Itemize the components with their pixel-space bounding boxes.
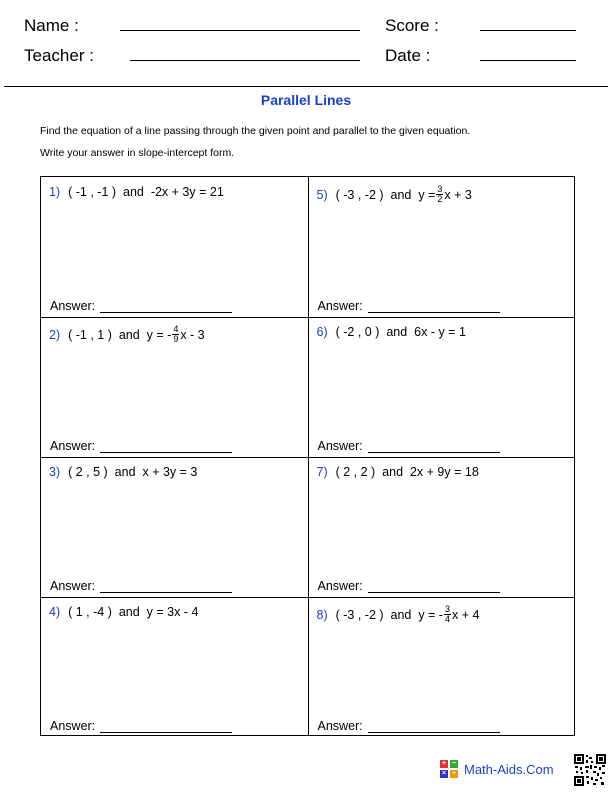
date-field[interactable] bbox=[480, 60, 576, 61]
problem-point: ( -1 , 1 ) bbox=[68, 327, 119, 342]
instructions-line-2: Write your answer in slope-intercept form. bbox=[40, 147, 235, 159]
problem-statement bbox=[49, 185, 224, 199]
answer-row bbox=[318, 579, 500, 593]
problem-equation: x + 3y = 3 bbox=[142, 465, 198, 479]
problem-connector: and bbox=[123, 185, 151, 199]
footer-brand[interactable] bbox=[440, 760, 554, 778]
problem-equation: y = bbox=[418, 187, 436, 202]
problem-cell bbox=[41, 177, 309, 317]
answer-row bbox=[318, 299, 500, 313]
problem-cell bbox=[41, 457, 309, 597]
problem-connector: and bbox=[118, 605, 147, 619]
problem-number: 2) bbox=[49, 327, 61, 342]
answer-label: Answer: bbox=[50, 439, 96, 453]
problem-cell bbox=[309, 317, 577, 457]
qr-code-icon bbox=[574, 754, 606, 786]
problem-statement bbox=[49, 465, 197, 479]
problem-point: ( 2 , 2 ) bbox=[335, 465, 383, 479]
answer-field[interactable] bbox=[368, 720, 500, 733]
name-label: Name : bbox=[24, 16, 79, 35]
calculator-logo-icon: + − × ÷ bbox=[441, 760, 457, 777]
fraction-numerator: 3 bbox=[444, 604, 450, 614]
problem-cell bbox=[309, 457, 577, 597]
answer-field[interactable] bbox=[100, 300, 232, 313]
equation-fraction bbox=[444, 605, 451, 624]
problem-equation: y = - bbox=[418, 607, 443, 622]
problem-cell bbox=[41, 597, 309, 737]
answer-field[interactable] bbox=[100, 440, 232, 453]
problem-number: 5) bbox=[316, 187, 328, 202]
problem-connector: and bbox=[386, 325, 415, 339]
answer-row bbox=[50, 579, 232, 593]
problem-connector: and bbox=[114, 465, 143, 479]
problem-equation: y = - bbox=[146, 327, 172, 342]
problem-connector: and bbox=[390, 187, 419, 202]
date-label: Date : bbox=[385, 46, 431, 65]
fraction-numerator: 3 bbox=[437, 184, 443, 194]
problem-equation: -2x + 3y = 21 bbox=[150, 185, 224, 199]
problem-statement bbox=[317, 185, 472, 204]
answer-field[interactable] bbox=[100, 720, 232, 733]
name-field[interactable] bbox=[120, 30, 360, 31]
answer-row bbox=[50, 299, 232, 313]
teacher-label: Teacher : bbox=[24, 46, 94, 65]
problem-connector: and bbox=[382, 465, 410, 479]
problem-statement bbox=[317, 605, 480, 624]
problem-equation: 2x + 9y = 18 bbox=[409, 465, 479, 479]
answer-label: Answer: bbox=[50, 299, 96, 313]
problem-point: ( -1 , -1 ) bbox=[68, 185, 123, 199]
brand-text: Math-Aids.Com bbox=[464, 761, 554, 777]
score-label: Score : bbox=[385, 16, 439, 35]
problem-equation: 6x - y = 1 bbox=[414, 325, 466, 339]
problem-cell bbox=[309, 177, 577, 317]
problem-point: ( -2 , 0 ) bbox=[335, 325, 387, 339]
answer-field[interactable] bbox=[368, 300, 500, 313]
problem-number: 7) bbox=[316, 465, 328, 479]
fraction-denominator: 4 bbox=[444, 614, 450, 624]
problem-cell bbox=[41, 317, 309, 457]
worksheet-title: Parallel Lines bbox=[260, 92, 352, 108]
problem-connector: and bbox=[118, 327, 147, 342]
answer-label: Answer: bbox=[317, 299, 363, 313]
problem-point: ( -3 , -2 ) bbox=[335, 607, 391, 622]
problem-number: 8) bbox=[316, 607, 328, 622]
problem-grid bbox=[40, 176, 575, 736]
problem-point: ( 1 , -4 ) bbox=[68, 605, 119, 619]
problem-statement bbox=[317, 325, 466, 339]
answer-label: Answer: bbox=[50, 719, 96, 733]
fraction-denominator: 9 bbox=[173, 334, 179, 344]
problem-equation: y = 3x - 4 bbox=[146, 605, 199, 619]
problem-number: 3) bbox=[49, 465, 61, 479]
answer-field[interactable] bbox=[368, 440, 500, 453]
problem-statement bbox=[49, 325, 205, 344]
answer-field[interactable] bbox=[368, 580, 500, 593]
problem-statement bbox=[317, 465, 479, 479]
answer-row bbox=[318, 439, 500, 453]
answer-row bbox=[50, 719, 232, 733]
score-field[interactable] bbox=[480, 30, 576, 31]
answer-label: Answer: bbox=[317, 719, 363, 733]
problem-point: ( 2 , 5 ) bbox=[68, 465, 115, 479]
header-divider bbox=[4, 86, 608, 87]
problem-number: 4) bbox=[49, 605, 61, 619]
answer-row bbox=[50, 439, 232, 453]
problem-equation-tail: x + 4 bbox=[452, 607, 480, 622]
answer-field[interactable] bbox=[100, 580, 232, 593]
fraction-numerator: 4 bbox=[173, 324, 179, 334]
problem-number: 6) bbox=[316, 325, 328, 339]
answer-row bbox=[318, 719, 500, 733]
problem-number: 1) bbox=[49, 185, 61, 199]
problem-statement bbox=[49, 605, 198, 619]
problem-point: ( -3 , -2 ) bbox=[335, 187, 391, 202]
problem-connector: and bbox=[390, 607, 419, 622]
teacher-field[interactable] bbox=[130, 60, 360, 61]
instructions-line-1: Find the equation of a line passing through the given point and parallel to the given equation. bbox=[40, 125, 471, 137]
answer-label: Answer: bbox=[317, 579, 363, 593]
problem-cell bbox=[309, 597, 577, 737]
problem-equation-tail: x - 3 bbox=[180, 327, 205, 342]
problem-equation-tail: x + 3 bbox=[444, 187, 472, 202]
equation-fraction bbox=[172, 325, 179, 344]
answer-label: Answer: bbox=[50, 579, 96, 593]
answer-label: Answer: bbox=[317, 439, 363, 453]
fraction-denominator: 2 bbox=[437, 194, 443, 204]
equation-fraction bbox=[436, 185, 443, 204]
